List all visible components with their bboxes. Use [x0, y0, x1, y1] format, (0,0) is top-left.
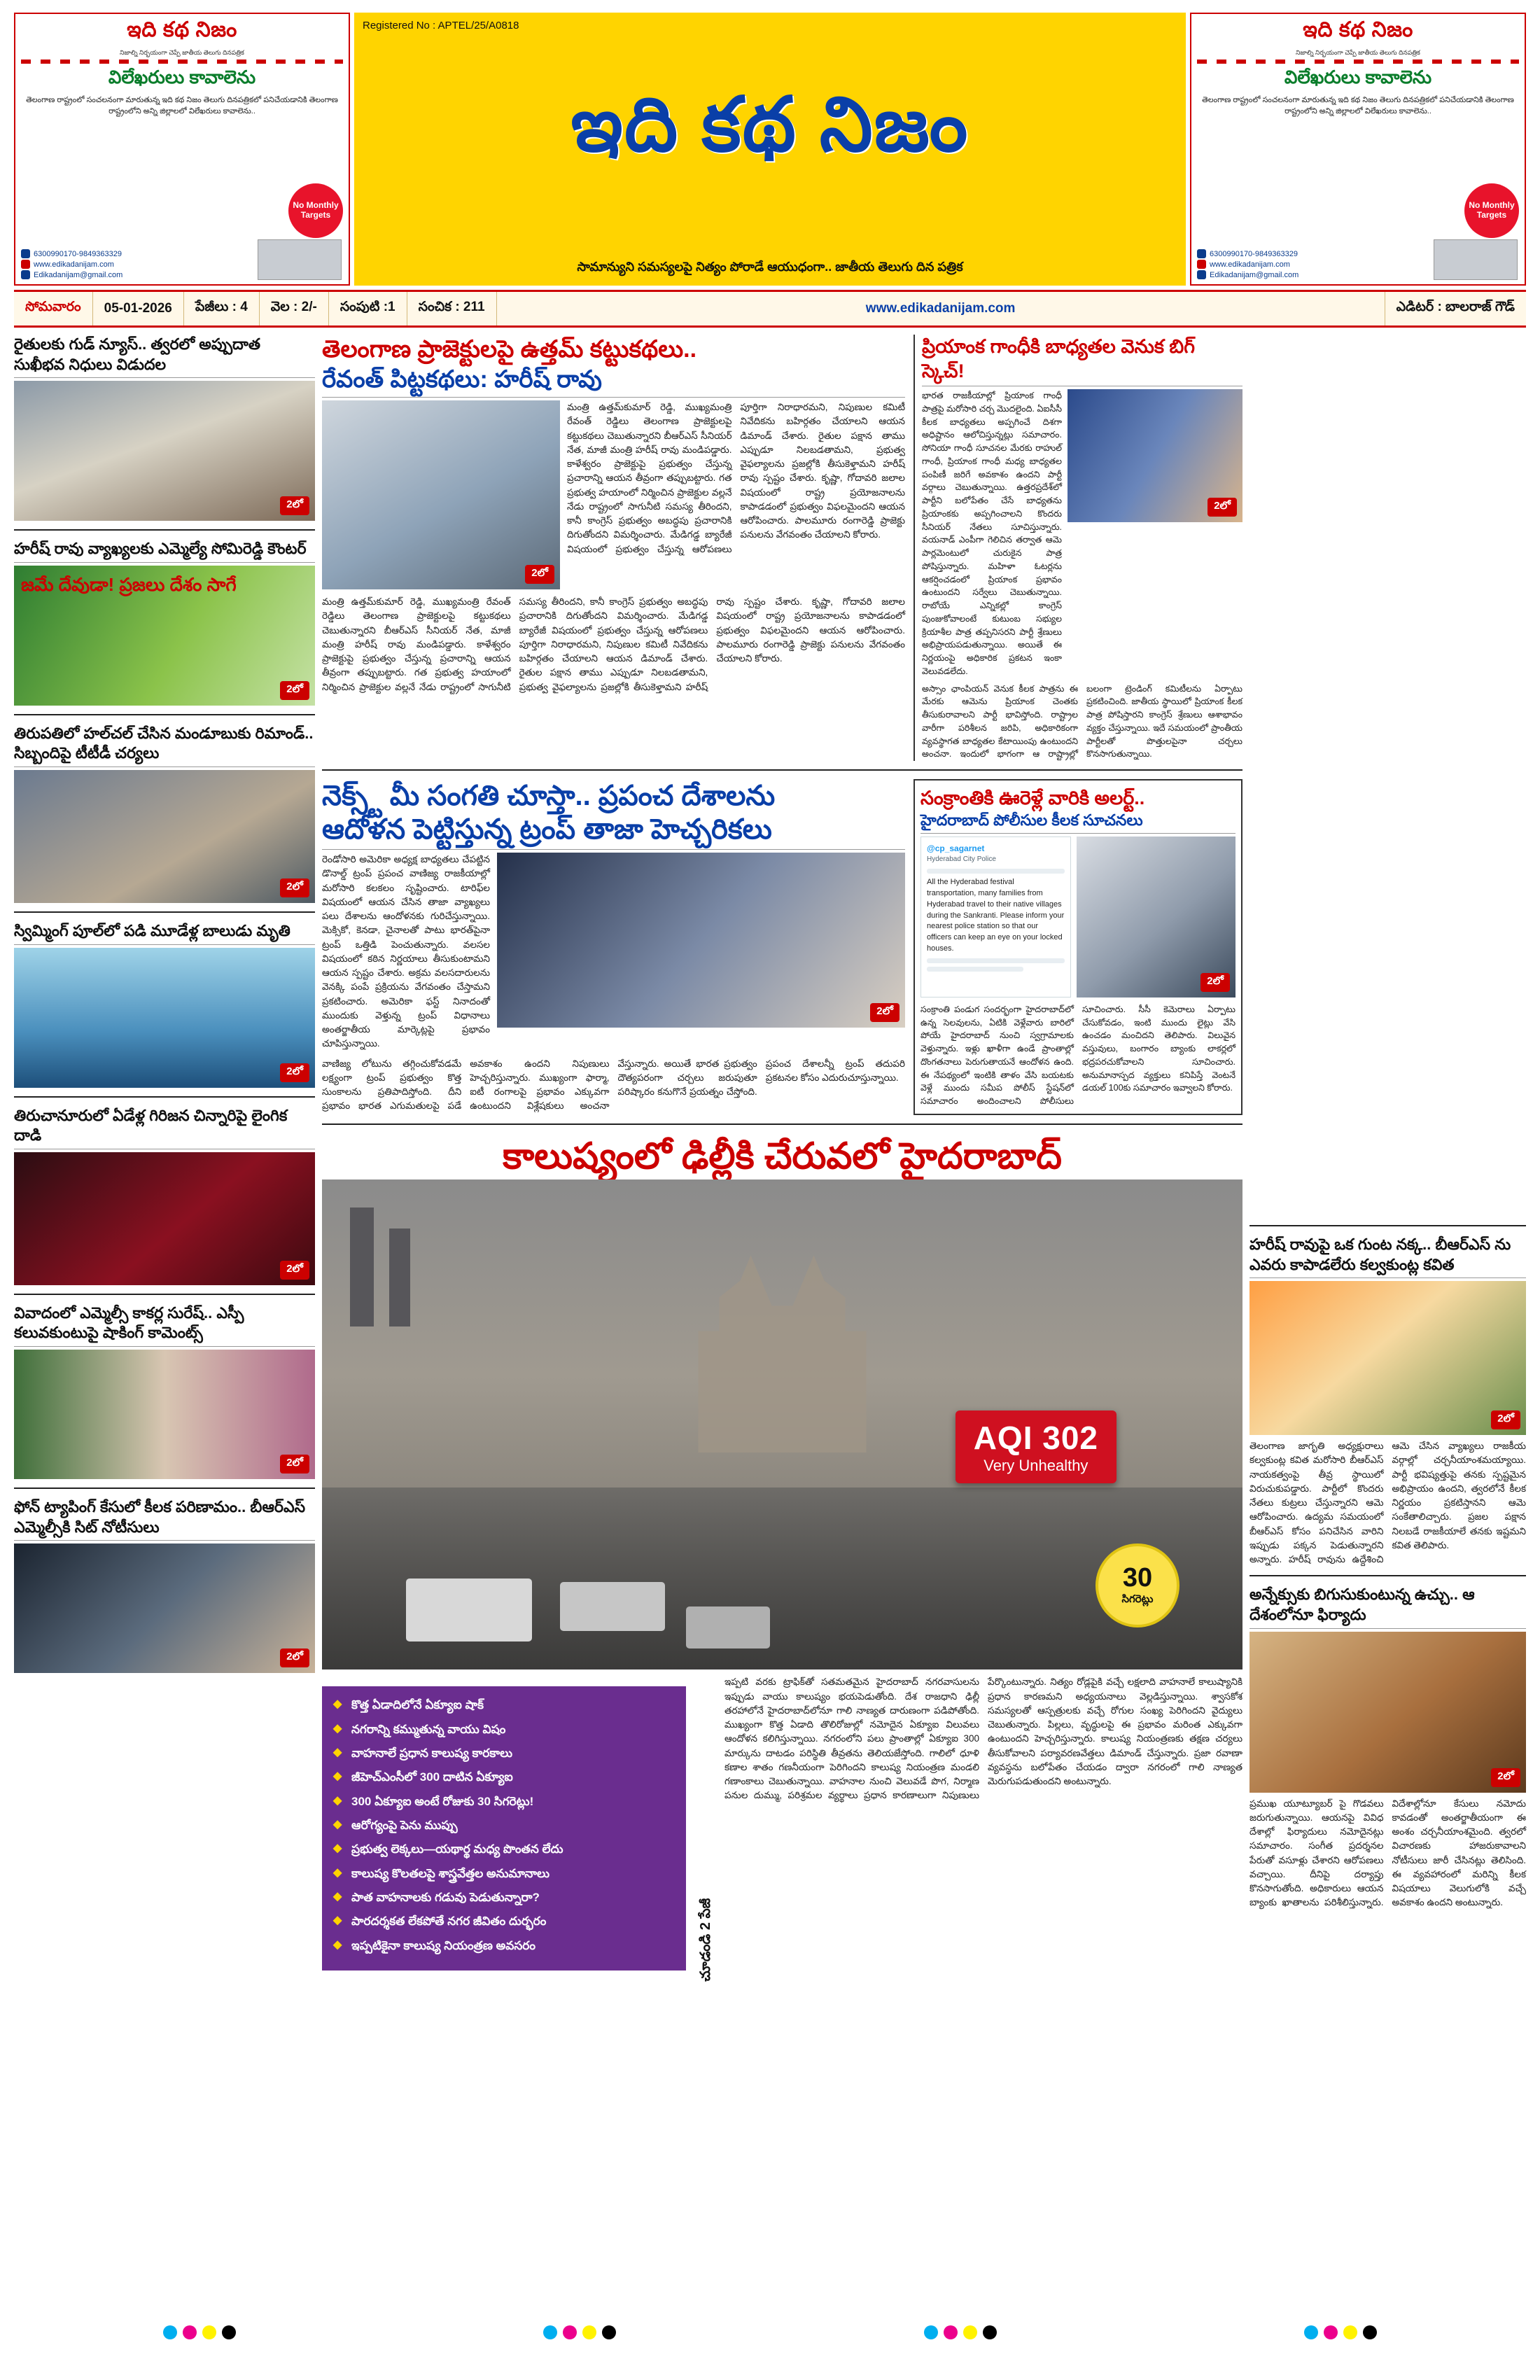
- color-dot-group: [1304, 2325, 1377, 2339]
- yellow-dot: [963, 2325, 977, 2339]
- headline-line2: హైదరాబాద్ పోలీసుల కీలక సూచనలు: [920, 811, 1143, 829]
- green-field-photo: [14, 566, 315, 706]
- ad-right-title: ఇది కథ నిజం: [1303, 18, 1413, 41]
- article-body: భారత రాజకీయాల్లో ప్రియాంక గాంధీ పాత్రపై మరోసారి చర్చ మొదలైంది. ఏఐసీసీ కీలక బాధ్యతలు అప్పగించే దిశగా అధిష్టానం ఆలోచిస్తున్నట్లు సమాచారం. సోనియా గాంధీ సూచనల మేరకు రాహుల్ గాంధీ, ప్రియాంక గాంధీ మధ్య బాధ్యతల పంపిణీ జరిగే అవకాశం ఉందని పార్టీ వర్గాలు చెబుతున్నాయి. ఉత్తరప్రదేశ్‌లో పార్టీని బలోపేతం చేసే బాధ్యతను ప్రియాంకకు అప్పగించాలని కొందరు సీనియర్ నేతలు సూచిస్తున్నారు. వయనాడ్ ఎంపీగా గెలిచిన తర్వాత ఆమె పార్లమెంటులో చురుకైన పాత్ర పోషిస్తున్నారు. మహిళా ఓటర్లను ఆకర్షించడంలో ప్రియాంక ప్రభావం ఉంటుందని సర్వేలు చెబుతున్నాయి. రాబోయే ఎన్నికల్లో కాంగ్రెస్ పుంజుకోవాలంటే కుటుంబ సభ్యుల క్రియాశీల పాత్ర తప్పనిసరని పార్టీ శ్రేణులు అభిప్రాయపడుతున్నాయి. అయితే ఈ నిర్ణయంపై అధికారిక ప్రకటన ఇంకా వెలువడలేదు.: [922, 391, 1062, 676]
- page-ref-tag: 2లో: [280, 1455, 309, 1474]
- list-item: ◆ పాత వాహనాలకు గడువు పెడుతున్నారా?: [333, 1889, 675, 1907]
- list-item: ◆ 300 ఏక్యూఐ అంటే రోజుకు 30 సిగరెట్లు!: [333, 1793, 675, 1811]
- list-item: ◆ జీహెచ్ఎంసీలో 300 దాటిన ఏక్యూఐ: [333, 1768, 675, 1786]
- article-body: సంక్రాంతి పండుగ సందర్భంగా హైదరాబాద్‌లో ఉన్న సెలవులను, ఏటికి వెళ్లేవారు బారిలో పోయే హైదరాబాద్ నుంచి స్వగ్రామాలకు వెళ్తున్నారు. ఇళ్లు ఖాళీగా ఉండే ప్రాంతాల్లో దొంగతనాలు పెరుగుతాయనే ఆందోళన ఉంది. ఈ నేపథ్యంలో ఇంటికి తాళం వేసి బయటకు వెళ్లే ముందు సమీప పోలీస్ స్టేషన్‌లో సమాచారం అందించాలని పోలీసులు సూచించారు. సీసీ కెమెరాలు ఏర్పాటు చేసుకోవడం, ఇంటి ముందు లైట్లు వేసి ఉంచడం మంచిదని తెలిపారు. విలువైన వస్తువులు, బంగారం బ్యాంకు లాకర్లలో భద్రపరచుకోవాలని సూచించారు. అనుమానాస్పద వ్యక్తులు కనిపిస్తే వెంటనే డయల్ 100కు సమాచారం ఇవ్వాలని కోరారు.: [920, 1004, 1236, 1107]
- headline: స్విమ్మింగ్ పూల్‌లో పడి మూడేళ్ల బాలుడు మృతి: [14, 921, 290, 939]
- headline-line2: రేవంత్ పిట్టకథలు: హరీష్ రావు: [322, 365, 602, 393]
- price: వెల : 2/-: [260, 292, 329, 326]
- article-police-alert[interactable]: [913, 779, 1242, 1115]
- article-body-continued: అస్సాం ఛాంపియన్ వెనుక కీలక పాత్రను ఈ మేరకు ఆమెను ప్రియాంక చెంతకు తీసుకురావాలని పార్టీ భావిస్తోంది. రాష్ట్రాల వారీగా పరిశీలన జరిపి, అధికారికంగా వ్యవస్థాగత బాధ్యతల కేటాయింపు ఉంటుందని అంచనా. ఇందులో భాగంగా ఆ రాష్ట్రాల్లో బలంగా ట్రెండింగ్ కమిటీలను ఏర్పాటు ప్రకటించింది. జాతీయ స్థాయిలో ప్రియాంక కీలక పాత్ర పోషిస్తారని కాంగ్రెస్ శ్రేణులు ఆశాభావం వ్యక్తం చేస్తున్నాయి. ఇదే సమయంలో ప్రాంతీయ పార్టీలతో పొత్తులపైనా చర్చలు కొనసాగుతున్నాయి.: [922, 683, 1242, 760]
- website-link[interactable]: www.edikadanijam.com: [497, 292, 1385, 326]
- vehicle: [686, 1606, 770, 1648]
- publication-day: సోమవారం: [14, 292, 93, 326]
- article-body-continued: మంత్రి ఉత్తమ్‌కుమార్ రెడ్డి, ముఖ్యమంత్రి రేవంత్ రెడ్డిలు తెలంగాణ ప్రాజెక్టులపై కట్టుకథలు చెబుతున్నారని బీఆర్ఎస్ సీనియర్ నేత, మాజీ మంత్రి హరీష్ రావు మండిపడ్డారు. కాళేశ్వరం ప్రాజెక్టుపై ప్రభుత్వం చేస్తున్న ప్రచారాన్ని ఆయన తీవ్రంగా తప్పుబట్టారు. గత ప్రభుత్వ హయాంలో నిర్మించిన ప్రాజెక్టుల వల్లనే నేడు రాష్ట్రంలో సాగునీటి సమస్య తీరిందని, కానీ కాంగ్రెస్ ప్రభుత్వం అబద్ధపు ప్రచారానికి దిగుతోందని విమర్శించారు. మేడిగడ్డ బ్యారేజీ విషయంలో ప్రభుత్వం చేస్తున్న ఆరోపణలు పూర్తిగా నిరాధారమని, నిపుణుల కమిటీ నివేదికను బహిర్గతం చేయాలని ఆయన డిమాండ్ చేశారు. రైతుల పక్షాన తాము ఎప్పుడూ నిలబడతామని, ప్రభుత్వ వైఫల్యాలను ప్రజల్లోకి తీసుకెళ్తామని హరీష్ రావు స్పష్టం చేశారు. కృష్ణా, గోదావరి జలాల విషయంలో రాష్ట్ర ప్రయోజనాలను కాపాడడంలో ప్రభుత్వం విఫలమైందని ఆయన ఆరోపించారు. పాలమూరు రంగారెడ్డి ప్రాజెక్టు పనులను వేగవంతం చేయాలని కోరారు.: [322, 596, 905, 692]
- article-body: తెలంగాణ జాగృతి అధ్యక్షురాలు కల్వకుంట్ల కవిత మరోసారి బీఆర్ఎస్ నాయకత్వంపై తీవ్ర స్థాయిలో విరుచుకుపడ్డారు. పార్టీలో కొందరు నేతలు కుట్రలు చేస్తున్నారని ఆమె ఆరోపించారు. ఉద్యమ సమయంలో బీఆర్ఎస్ కోసం పనిచేసిన వారిని ఇప్పుడు పక్కన పెడుతున్నారని అన్నారు. హరీష్ రావును ఉద్దేశించి ఆమె చేసిన వ్యాఖ్యలు రాజకీయ వర్గాల్లో చర్చనీయాంశమయ్యాయి. పార్టీ భవిష్యత్తుపై తనకు స్పష్టమైన అభిప్రాయం ఉందని, త్వరలోనే కీలక నిర్ణయం ప్రకటిస్తానని ఆమె సంకేతాలిచ్చారు. ప్రజల పక్షాన నిలబడే రాజకీయాలే తనకు ఇష్టమని కవిత తెలిపారు.: [1250, 1441, 1526, 1565]
- article-harish-lead[interactable]: [322, 335, 905, 761]
- headline: వివాదంలో ఎమ్మెల్సీ కాకర్ల సురేష్.. ఎస్పీ కలువకుంటుపై షాకింగ్ కామెంట్స్: [14, 1303, 244, 1342]
- headline-line1: నెక్స్ట్ మీ సంగతి చూస్తా.. ప్రపంచ దేశాలను: [322, 780, 776, 812]
- article-body: రెండోసారి అమెరికా అధ్యక్ష బాధ్యతలు చేపట్టిన డొనాల్డ్ ట్రంప్ ప్రపంచ వాణిజ్య రాజకీయాల్లో మరోసారి కలకలం సృష్టించారు. టారిఫ్‌ల విషయంలో ఆయన చేసిన తాజా వ్యాఖ్యలు పలు దేశాలను ఆందోళనకు గురిచేస్తున్నాయి. మెక్సికో, కెనడా, చైనాలతో పాటు భారత్‌పైనా ట్రంప్ ఒత్తిడి పెంచుతున్నారు. వలసల విషయంలో కఠిన నిర్ణయాలు తీసుకుంటామని ఆయన స్పష్టం చేశారు. అక్రమ వలసదారులను వెనక్కి పంపే ప్రక్రియను వేగవంతం చేస్తామని ప్రకటించారు. అమెరికా ఫస్ట్ నినాదంతో ముందుకు వెళ్తున్న ట్రంప్ విధానాలు అంతర్జాతీయ మార్కెట్లపై ప్రభావం చూపిస్తున్నాయి.: [322, 854, 490, 1049]
- ad-right-green-line: విలేఖరులు కావాలెను: [1284, 66, 1432, 88]
- continuation-label: చూడండి 2 పేజీ: [698, 1898, 713, 1982]
- phone-photo: [14, 1544, 315, 1673]
- pollution-lower-row: [322, 1675, 1242, 1982]
- tweet-handle[interactable]: @cp_sagarnet: [927, 843, 985, 853]
- ad-left-website: www.edikadanijam.com: [34, 260, 114, 269]
- headline: ఫోన్ ట్యాపింగ్ కేసులో కీలక పరిణామం.. బీఆర్ఎస్ ఎమ్మెల్సీకి సిట్ నోటీసులు: [14, 1497, 306, 1536]
- aqi-billboard: [955, 1410, 1116, 1483]
- headline: తిరుపతిలో హల్‌చల్ చేసిన మండూబుకు రిమాండ్.. సిబ్బందిపై టీటీడీ చర్యలు: [14, 724, 314, 762]
- phone-icon: [1197, 249, 1206, 258]
- ad-right-website: www.edikadanijam.com: [1210, 260, 1290, 269]
- cigarette-label: సిగరెట్లు: [1121, 1593, 1154, 1606]
- page-ref-tag: 2లో: [280, 496, 309, 515]
- headline: కాలుష్యంలో ఢిల్లీకి చేరువలో హైదరాబాద్: [503, 1135, 1062, 1177]
- article-snake-charmer[interactable]: [1250, 1585, 1526, 1910]
- two-leaders-photo: [14, 1350, 315, 1479]
- ad-right-phone: 6300990170-9849363329: [1210, 249, 1298, 258]
- harish-rao-photo: [322, 400, 560, 589]
- masthead: [14, 13, 1526, 286]
- ad-left-title: ఇది కథ నిజం: [127, 18, 237, 41]
- aqi-status: Very Unhealthy: [983, 1457, 1088, 1475]
- list-item: ◆ వాహనాలే ప్రధాన కాలుష్య కారకాలు: [333, 1744, 675, 1763]
- page-ref-tag: 2లో: [280, 1648, 309, 1667]
- left-column: [14, 335, 315, 2316]
- color-dot-group: [924, 2325, 997, 2339]
- tweet-name: Hyderabad City Police: [927, 855, 996, 864]
- middle-column: [322, 335, 1242, 2316]
- headline-line1: సంక్రాంతికి ఊరెళ్లే వారికి అలర్ట్..: [920, 788, 1145, 809]
- headline: రైతులకు గుడ్ న్యూస్.. త్వరలో అప్పుదాత సుఖీభవ నిధులు విడుదల: [14, 335, 261, 373]
- police-officer-photo: [1077, 836, 1236, 997]
- smokestack-icon: [350, 1208, 374, 1326]
- list-item: ◆ ఆరోగ్యంపై పెను ముప్పు: [333, 1816, 675, 1835]
- article-body: మంత్రి ఉత్తమ్‌కుమార్ రెడ్డి, ముఖ్యమంత్రి రేవంత్ రెడ్డిలు తెలంగాణ ప్రాజెక్టులపై కట్టుకథలు చెబుతున్నారని బీఆర్ఎస్ సీనియర్ నేత, మాజీ మంత్రి హరీష్ రావు మండిపడ్డారు. కాళేశ్వరం ప్రాజెక్టుపై ప్రభుత్వం చేస్తున్న ప్రచారాన్ని ఆయన తీవ్రంగా తప్పుబట్టారు. గత ప్రభుత్వ హయాంలో నిర్మించిన ప్రాజెక్టుల వల్లనే నేడు రాష్ట్రంలో సాగునీటి సమస్య తీరిందని, కానీ కాంగ్రెస్ ప్రభుత్వం అబద్ధపు ప్రచారానికి దిగుతోందని విమర్శించారు. మేడిగడ్డ బ్యారేజీ విషయంలో ప్రభుత్వం చేస్తున్న ఆరోపణలు పూర్తిగా నిరాధారమని, నిపుణుల కమిటీ నివేదికను బహిర్గతం చేయాలని ఆయన డిమాండ్ చేశారు. రైతుల పక్షాన తాము ఎప్పుడూ నిలబడతామని, ప్రభుత్వ వైఫల్యాలను ప్రజల్లోకి తీసుకెళ్తామని హరీష్ రావు స్పష్టం చేశారు. కృష్ణా, గోదావరి జలాల విషయంలో రాష్ట్ర ప్రయోజనాలను కాపాడడంలో ప్రభుత్వం విఫలమైందని ఆయన ఆరోపించారు. పాలమూరు రంగారెడ్డి ప్రాజెక్టు పనులను వేగవంతం చేయాలని కోరారు.: [567, 402, 905, 554]
- second-stories-row: [322, 779, 1242, 1115]
- yellow-dot: [582, 2325, 596, 2339]
- headline: హరీష్ రావు వ్యాఖ్యలకు ఎమ్మెల్యే సోమిరెడ్డి కౌంటర్: [14, 540, 307, 558]
- kavitha-photo: [1250, 1281, 1526, 1435]
- headline-line1: తెలంగాణ ప్రాజెక్టులపై ఉత్తమ్ కట్టుకథలు..: [322, 336, 697, 363]
- page-ref-tag: 2లో: [1200, 973, 1230, 992]
- page-ref-tag: 2లో: [280, 1261, 309, 1280]
- aqi-value: AQI 302: [973, 1420, 1098, 1457]
- registration-number: Registered No : APTEL/25/A0818: [363, 20, 519, 31]
- newspaper-logo: ఇది కథ నిజం: [570, 82, 969, 167]
- masthead-center: [354, 13, 1186, 286]
- snake-charmer-photo: [1250, 1632, 1526, 1793]
- list-item: ◆ పారదర్శకత లేకపోతే నగర జీవితం దుర్భరం: [333, 1912, 675, 1931]
- tweet-text: All the Hyderabad festival transportation, many families from Hyderabad travel to their native villages during the Sankranti. Please inform your nearest police station so that our officers can keep an eye on your locked houses.: [927, 877, 1065, 953]
- ad-right-badge: No Monthly Targets: [1464, 183, 1519, 238]
- globe-icon: [1197, 260, 1206, 269]
- ad-right-strip: [1197, 59, 1519, 64]
- article-tirupati-ttd[interactable]: [14, 724, 315, 903]
- smog-photo: [322, 1180, 1242, 1670]
- volume: సంపుటి :1: [329, 292, 407, 326]
- article-swimming-pool[interactable]: [14, 921, 315, 1088]
- yellow-dot: [1343, 2325, 1357, 2339]
- article-body: ప్రముఖ యూట్యూబర్ పై గొడవలు జరుగుతున్నాయి. ఆయనపై వివిధ దేశాల్లో ఫిర్యాదులు నమోదైనట్లు సమాచారం. సంగీత ప్రదర్శనల పేరుతో వసూళ్లు చేశారని ఆరోపణలు వచ్చాయి. దీనిపై దర్యాప్తు కొనసాగుతోంది. అధికారులు ఆయన బ్యాంకు ఖాతాలను పరిశీలిస్తున్నారు. విదేశాల్లోనూ కేసులు నమోదు కావడంతో అంతర్జాతీయంగా ఈ అంశం చర్చనీయాంశమైంది. త్వరలో విచారణకు హాజరుకావాలని నోటీసులు జారీ చేసినట్లు తెలిసింది. ఈ వ్యవహారంలో మరిన్ని కీలక విషయాలు వెలుగులోకి వచ్చే అవకాశం ఉందని అంటున్నారు.: [1250, 1798, 1526, 1908]
- ad-right-photo: [1434, 239, 1518, 280]
- ad-right[interactable]: [1190, 13, 1526, 286]
- headline-line2: ఆదోళన పెట్టిస్తున్న ట్రంప్ తాజా హెచ్చరికలు: [322, 814, 772, 846]
- info-bar: [14, 290, 1526, 328]
- color-dot-group: [543, 2325, 616, 2339]
- ad-left-green-line: విలేఖరులు కావాలెను: [108, 66, 256, 88]
- mail-icon: [21, 270, 30, 279]
- dark-photo: [14, 1152, 315, 1285]
- mail-icon: [1197, 270, 1206, 279]
- color-registration-marks: [14, 2316, 1526, 2342]
- headline: తిరుచానూరులో ఏడేళ్ల గిరిజన చిన్నారిపై లైంగిక దాడి: [14, 1106, 288, 1144]
- ad-left-email: Edikadanijam@gmail.com: [34, 270, 123, 279]
- ad-left-sub: నిజాల్ని నిర్భయంగా చెప్పే జాతీయ తెలుగు దినపత్రిక: [120, 49, 244, 56]
- smokestack-icon: [389, 1228, 410, 1326]
- cyan-dot: [543, 2325, 557, 2339]
- article-body-continued: వాణిజ్య లోటును తగ్గించుకోవడమే లక్ష్యంగా ట్రంప్ ప్రభుత్వం కొత్త సుంకాలను ప్రతిపాదిస్తోంది. దీని ప్రభావం భారత ఎగుమతులపై పడే అవకాశం ఉందని నిపుణులు హెచ్చరిస్తున్నారు. ముఖ్యంగా ఫార్మా, ఐటీ రంగాలపై ప్రభావం ఎక్కువగా ఉంటుందని విశ్లేషకులు అంచనా వేస్తున్నారు. అయితే భారత ప్రభుత్వం దౌత్యపరంగా చర్చలు జరుపుతూ పరిష్కారం కనుగొనే ప్రయత్నం చేస్తోంది. ప్రపంచ దేశాలన్నీ ట్రంప్ తదుపరి ప్రకటనల కోసం ఎదురుచూస్తున్నాయి.: [322, 1058, 905, 1112]
- cyan-dot: [924, 2325, 938, 2339]
- page-ref-tag: 2లో: [280, 878, 309, 897]
- article-harish-somireddy[interactable]: [14, 539, 315, 706]
- headline: ప్రియాంక గాంధీకి బాధ్యతల వెనుక బిగ్ స్కెచ్!: [922, 336, 1195, 382]
- headline: అన్నేక్సుకు బిగుసుకుంటున్న ఉచ్చు.. ఆ దేశంలోనూ ఫిర్యాదు: [1250, 1586, 1475, 1624]
- page-ref-tag: 2లో: [280, 1063, 309, 1082]
- ad-right-sub: నిజాల్ని నిర్భయంగా చెప్పే జాతీయ తెలుగు దినపత్రిక: [1296, 49, 1420, 56]
- ad-right-email: Edikadanijam@gmail.com: [1210, 270, 1299, 279]
- magenta-dot: [1324, 2325, 1338, 2339]
- cigarette-badge: [1096, 1544, 1180, 1628]
- page-ref-tag: 2లో: [1491, 1768, 1520, 1787]
- magenta-dot: [183, 2325, 197, 2339]
- cyan-dot: [1304, 2325, 1318, 2339]
- vehicle: [560, 1582, 665, 1631]
- list-item: ◆ కొత్త ఏడాదిలోనే ఏక్యూఐ షాక్: [333, 1696, 675, 1714]
- pollution-bullet-list: [322, 1686, 686, 1970]
- cyan-dot: [163, 2325, 177, 2339]
- ad-left-badge: No Monthly Targets: [288, 183, 343, 238]
- issue-number: సంచిక : 211: [407, 292, 497, 326]
- phone-icon: [21, 249, 30, 258]
- globe-icon: [21, 260, 30, 269]
- ad-left-photo: [258, 239, 342, 280]
- black-dot: [222, 2325, 236, 2339]
- color-dot-group: [163, 2325, 236, 2339]
- list-item: ◆ నగరాన్ని కమ్ముతున్న వాయు విషం: [333, 1721, 675, 1739]
- page-ref-tag: 2లో: [870, 1003, 899, 1022]
- page-ref-tag: 2లో: [525, 565, 554, 584]
- page-ref-tag: 2లో: [280, 681, 309, 700]
- ad-left-body: తెలంగాణ రాష్ట్రంలో సంచలనంగా మారుతున్న ఇది కథ నిజం తెలుగు దినపత్రికలో పనిచేయడానికి తెలంగాణ రాష్ట్రంలోని అన్ని జిల్లాలలో విలేఖరులు కావాలెను..: [26, 96, 338, 116]
- magenta-dot: [563, 2325, 577, 2339]
- rahul-priyanka-photo: [1068, 389, 1242, 522]
- page-ref-tag: 2లో: [1491, 1410, 1520, 1429]
- vehicle: [406, 1578, 532, 1642]
- article-mlc-kakarla[interactable]: [14, 1303, 315, 1479]
- trump-photo: [497, 853, 905, 1028]
- black-dot: [983, 2325, 997, 2339]
- article-priyanka[interactable]: [913, 335, 1242, 761]
- article-tiruchanur-assault[interactable]: [14, 1106, 315, 1285]
- top-stories-row: [322, 335, 1242, 761]
- cigarette-count: 30: [1122, 1563, 1153, 1593]
- list-item: ◆ ప్రభుత్వ లెక్కలు—యథార్థ మధ్య పొంతన లేదు: [333, 1840, 675, 1858]
- content-grid: [14, 335, 1526, 2316]
- article-body: ఇప్పటి వరకు ట్రాఫిక్‌తో సతమతమైన హైదరాబాద్ నగరవాసులను ఇప్పుడు వాయు కాలుష్యం భయపెడుతోంది. దేశ రాజధాని ఢిల్లీ తరహాలోనే హైదరాబాద్‌లోనూ గాలి నాణ్యత దారుణంగా పడిపోతోంది. ముఖ్యంగా కొత్త ఏడాది తొలిరోజుల్లో నమోదైన ఏక్యూఐ విలువలు ఆందోళన కలిగిస్తున్నాయి. నగరంలోని పలు ప్రాంతాల్లో ఏక్యూఐ 300 మార్కును దాటడం పరిస్థితి తీవ్రతను తెలియజేస్తోంది. గాలిలో ధూళి కణాల శాతం గణనీయంగా పెరిగిందని కాలుష్య నియంత్రణ మండలి గణాంకాలు చెబుతున్నాయి. వాహనాల నుంచి వెలువడే పొగ, నిర్మాణ పనుల దుమ్ము, పరిశ్రమల వ్యర్థాలు ప్రధాన కారణాలుగా నిపుణులు పేర్కొంటున్నారు. నిత్యం రోడ్లపైకి వచ్చే లక్షలాది వాహనాలే కాలుష్యానికి ప్రధాన కారణమని అధ్యయనాలు వెల్లడిస్తున్నాయి. శ్వాసకోశ సమస్యలతో ఆస్పత్రులకు వచ్చే రోగుల సంఖ్య పెరిగిందని వైద్యులు చెబుతున్నారు. పిల్లలు, వృద్ధులపై ఈ ప్రభావం మరింత ఎక్కువగా ఉంటుందని హెచ్చరిస్తున్నారు. కాలుష్య నియంత్రణకు తక్షణ చర్యలు తీసుకోవాలని పర్యావరణవేత్తలు డిమాండ్ చేస్తున్నారు. ప్రజా రవాణా వ్యవస్థను బలోపేతం చేయడం ద్వారా నగరంలో గాలి నాణ్యత మెరుగుపడుతుందని అంటున్నారు.: [724, 1676, 1242, 1801]
- black-dot: [1363, 2325, 1377, 2339]
- masthead-tagline: సామాన్యుని సమస్యలపై నిత్యం పోరాడే ఆయుధంగా.. జాతీయ తెలుగు దిన పత్రిక: [577, 260, 963, 274]
- article-farmers-loan[interactable]: [14, 335, 315, 521]
- photo-overlay-text: జమే దేవుడా! ప్రజలు దేశం సాగే: [21, 573, 237, 595]
- charminar-monument: [678, 1242, 888, 1452]
- police-tweet-card[interactable]: [920, 836, 1071, 997]
- ad-left-phone: 6300990170-9849363329: [34, 249, 122, 258]
- page-ref-tag: 2లో: [1208, 498, 1237, 517]
- black-dot: [602, 2325, 616, 2339]
- article-phone-tapping[interactable]: [14, 1497, 315, 1673]
- editor-name: ఎడిటర్ : బాలరాజ్ గౌడ్: [1396, 300, 1515, 314]
- ad-right-body: తెలంగాణ రాష్ట్రంలో సంచలనంగా మారుతున్న ఇది కథ నిజం తెలుగు దినపత్రికలో పనిచేయడానికి తెలంగాణ రాష్ట్రంలోని అన్ని జిల్లాలలో విలేఖరులు కావాలెను..: [1202, 96, 1514, 116]
- article-trump[interactable]: [322, 779, 905, 1115]
- headline: హరీష్ రావుపై ఒక గుంట నక్క.. బీఆర్ఎస్ ను ఎవరు కాపాడలేరు కల్వకుంట్ల కవిత: [1250, 1236, 1511, 1273]
- list-item: ◆ ఇప్పటికైనా కాలుష్య నియంత్రణ అవసరం: [333, 1937, 675, 1955]
- article-pollution[interactable]: [322, 1133, 1242, 1982]
- yellow-dot: [202, 2325, 216, 2339]
- magenta-dot: [944, 2325, 958, 2339]
- page-count: పేజీలు : 4: [184, 292, 260, 326]
- right-column: [1250, 335, 1526, 2316]
- press-meet-photo: [14, 381, 315, 521]
- street-photo: [14, 770, 315, 903]
- article-kavitha[interactable]: [1250, 1235, 1526, 1567]
- publication-date: 05-01-2026: [93, 292, 184, 326]
- list-item: ◆ కాలుష్య కొలతలపై శాస్త్రవేత్తల అనుమానాలు: [333, 1865, 675, 1883]
- ad-left-strip: [21, 59, 343, 64]
- ad-left[interactable]: [14, 13, 350, 286]
- water-photo: [14, 948, 315, 1088]
